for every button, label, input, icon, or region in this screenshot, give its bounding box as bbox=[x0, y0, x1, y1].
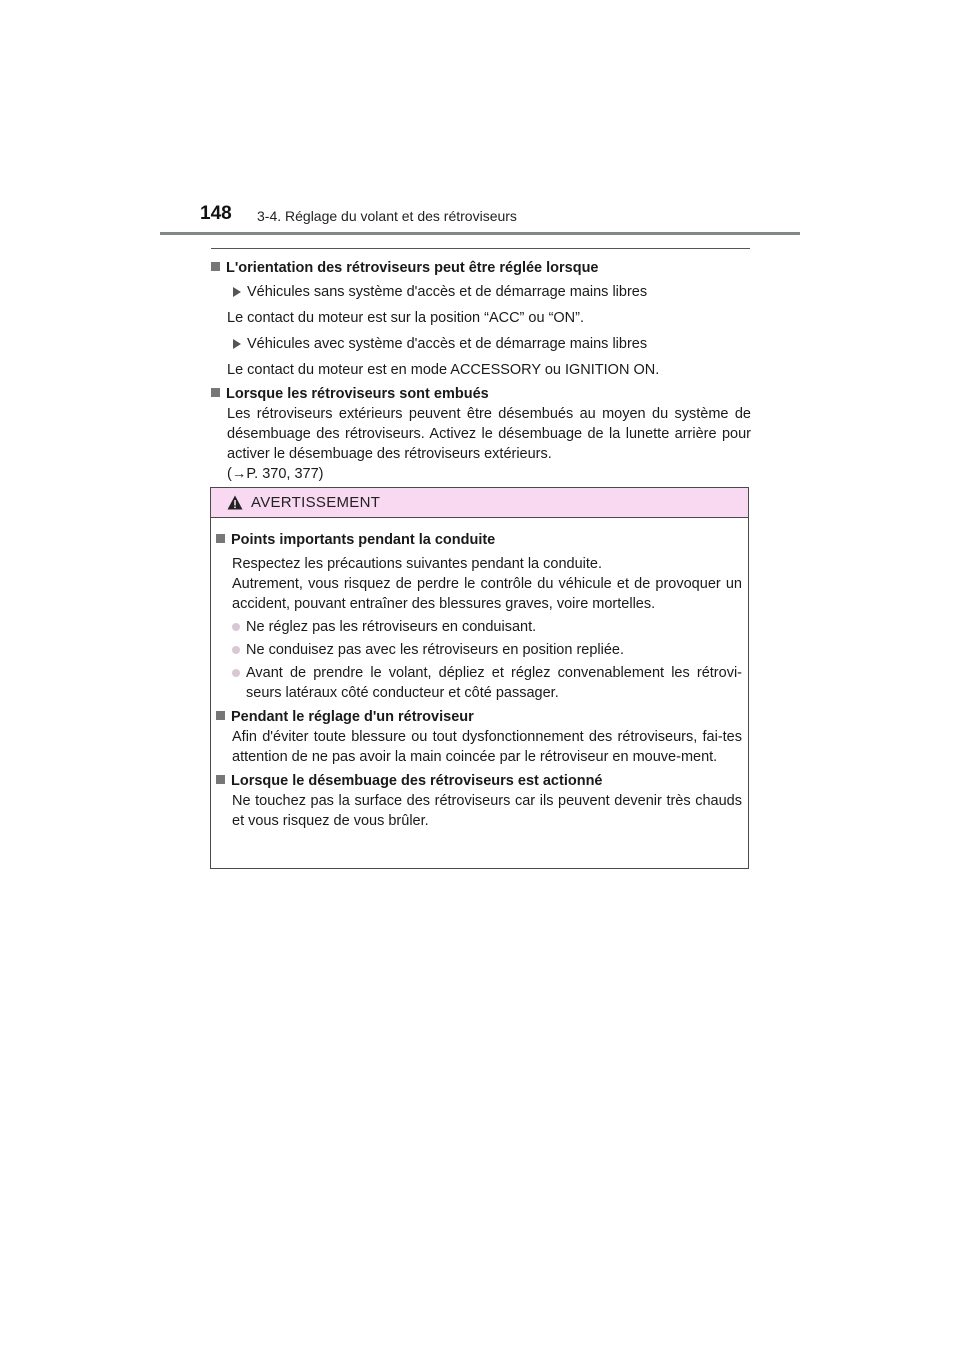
paragraph: Les rétroviseurs extérieurs peuvent être désembués au moyen du système de désembuage des rétroviseurs. Activez le désembuage de la lunette arrière pour activer le désembuage des rétroviseurs extérieurs. bbox=[227, 406, 751, 462]
round-bullet-icon bbox=[232, 646, 240, 654]
variant-text: Véhicules sans système d'accès et de démarrage mains libres bbox=[247, 284, 648, 300]
paragraph: Afin d'éviter toute blessure ou tout dysfonctionnement des rétroviseurs, fai-tes attention de ne pas avoir la main coincée par le rétroviseur en mouve-ment. bbox=[232, 729, 742, 765]
running-head: 3-4. Réglage du volant et des rétroviseurs bbox=[257, 208, 517, 224]
warning-heading bbox=[216, 530, 742, 550]
variant-line bbox=[227, 282, 751, 302]
round-bullet-icon bbox=[232, 669, 240, 677]
paragraph: Le contact du moteur est sur la position “ACC” ou “ON”. bbox=[227, 310, 585, 326]
list-item bbox=[216, 617, 742, 637]
paragraph: Respectez les précautions suivantes pendant la conduite. bbox=[232, 556, 602, 572]
main-content bbox=[211, 258, 751, 484]
paragraph: Ne touchez pas la surface des rétroviseurs car ils peuvent devenir très chauds et vous risquez de vous brûler. bbox=[232, 793, 742, 829]
square-bullet-icon bbox=[216, 534, 225, 543]
warning-heading bbox=[216, 771, 742, 791]
warning-title: AVERTISSEMENT bbox=[251, 494, 381, 511]
page-number: 148 bbox=[200, 203, 232, 224]
section-heading bbox=[211, 384, 751, 404]
list-item-text: Avant de prendre le volant, dépliez et réglez convenablement les rétrovi-seurs latéraux côté conducteur et côté passager. bbox=[246, 665, 742, 701]
square-bullet-icon bbox=[216, 775, 225, 784]
triangle-bullet-icon bbox=[233, 287, 241, 297]
header-rule bbox=[160, 232, 800, 235]
warning-triangle-icon bbox=[227, 495, 243, 510]
page-reference: (→P. 370, 377) bbox=[227, 466, 324, 482]
round-bullet-icon bbox=[232, 623, 240, 631]
section-heading bbox=[211, 258, 751, 278]
list-item-text: Ne conduisez pas avec les rétroviseurs en position repliée. bbox=[246, 642, 625, 658]
triangle-bullet-icon bbox=[233, 339, 241, 349]
warning-box bbox=[210, 487, 749, 869]
square-bullet-icon bbox=[211, 262, 220, 271]
warning-heading bbox=[216, 707, 742, 727]
heading-text: Pendant le réglage d'un rétroviseur bbox=[231, 709, 474, 725]
heading-text: Lorsque le désembuage des rétroviseurs est actionné bbox=[231, 773, 603, 789]
list-item bbox=[216, 663, 742, 703]
warning-body bbox=[211, 518, 748, 831]
content-rule bbox=[211, 248, 750, 249]
heading-text: Points importants pendant la conduite bbox=[231, 532, 496, 548]
square-bullet-icon bbox=[216, 711, 225, 720]
variant-line bbox=[227, 334, 751, 354]
variant-text: Véhicules avec système d'accès et de démarrage mains libres bbox=[247, 336, 648, 352]
square-bullet-icon bbox=[211, 388, 220, 397]
list-item-text: Ne réglez pas les rétroviseurs en conduisant. bbox=[246, 619, 537, 635]
paragraph: Autrement, vous risquez de perdre le contrôle du véhicule et de provoquer un accident, pouvant entraîner des blessures graves, voire mortelles. bbox=[232, 576, 742, 612]
heading-text: Lorsque les rétroviseurs sont embués bbox=[226, 386, 489, 402]
heading-text: L'orientation des rétroviseurs peut être réglée lorsque bbox=[226, 260, 599, 276]
warning-header bbox=[211, 488, 748, 518]
paragraph: Le contact du moteur est en mode ACCESSORY ou IGNITION ON. bbox=[227, 362, 660, 378]
list-item bbox=[216, 640, 742, 660]
